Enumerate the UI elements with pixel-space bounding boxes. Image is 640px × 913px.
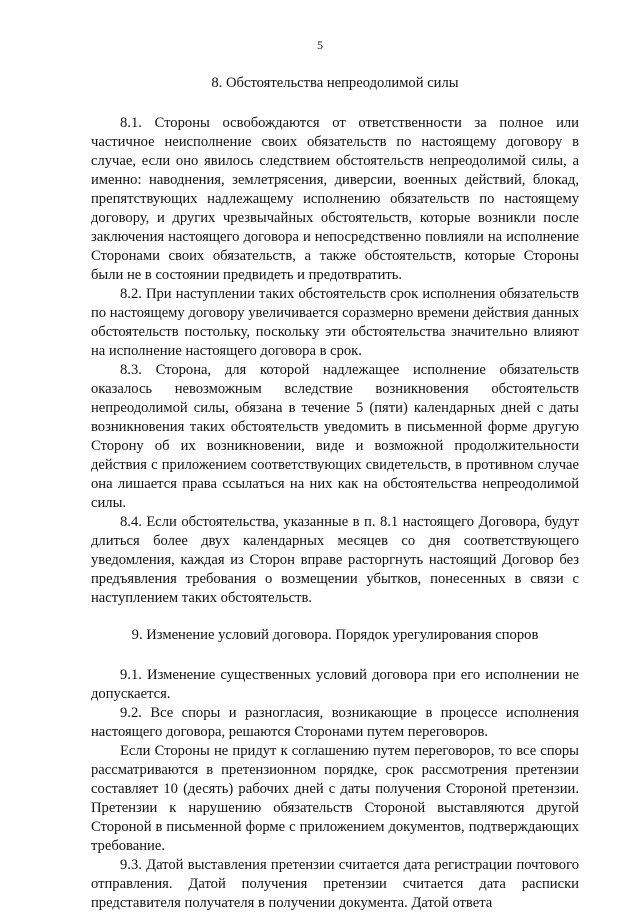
paragraph-8-1: 8.1. Стороны освобождаются от ответственности за полное или частичное неисполнение своих обязательств по настоящему договору в случае, если оно явилось следствием обстоятельств непреодолимой силы, а именно: наводнения, землетрясения, диверсии, военных действий, блокад, препятствующих надлежащему исполнению обязательств по настоящему договору, и других чрезвычайных обстоятельств, которые возникли после заключения настоящего договора и непосредственно повлияли на исполнение Сторонами своих обязательств, а также обстоятельств, которые Стороны были не в состоянии предвидеть и предотвратить. xyxy=(91,115,579,283)
paragraph-8-3: 8.3. Сторона, для которой надлежащее исполнение обязательств оказалось невозможным вследствие возникновения обстоятельств непреодолимой силы, обязана в течение 5 (пяти) календарных дней с даты возникновения таких обстоятельств уведомить в письменной форме другую Сторону об их возникновении, виде и возможной продолжительности действия с приложением соответствующих свидетельств, в противном случае она лишается права ссылаться на них как на обстоятельства непреодолимой силы. xyxy=(91,362,579,511)
section-9-heading: 9. Изменение условий договора. Порядок урегулирования споров xyxy=(131,627,539,643)
paragraph-8-4: 8.4. Если обстоятельства, указанные в п. 8.1 настоящего Договора, будут длиться более двух календарных месяцев со дня соответствующего уведомления, каждая из Сторон вправе расторгнуть настоящий Договор без предъявления требования о возмещении убытков, понесенных в связи с наступлением таких обстоятельств. xyxy=(91,514,579,606)
paragraph-9-1: 9.1. Изменение существенных условий договора при его исполнении не допускается. xyxy=(91,667,579,702)
document-body xyxy=(91,74,579,913)
section-8-heading: 8. Обстоятельства непреодолимой силы xyxy=(211,75,459,91)
paragraph-9-2: 9.2. Все споры и разногласия, возникающие в процессе исполнения настоящего договора, решаются Сторонами путем переговоров. xyxy=(91,705,579,740)
page-number: 5 xyxy=(317,38,323,52)
paragraph-9-2-continued: Если Стороны не придут к соглашению путем переговоров, то все споры рассматриваются в претензионном порядке, срок рассмотрения претензии составляет 10 (десять) рабочих дней с даты получения Стороной претензии. Претензии к нарушению обязательств Стороной выставляются другой Стороной в письменной форме с приложением документов, подтверждающих требование. xyxy=(91,743,579,854)
paragraph-9-3: 9.3. Датой выставления претензии считается дата регистрации почтового отправления. Датой получения претензии считается дата расписки представителя получателя в получении документа. Датой ответа xyxy=(91,857,579,911)
paragraph-8-2: 8.2. При наступлении таких обстоятельств срок исполнения обязательств по настоящему договору увеличивается соразмерно времени действия данных обстоятельств постольку, поскольку эти обстоятельства значительно влияют на исполнение настоящего договора в срок. xyxy=(91,286,579,359)
